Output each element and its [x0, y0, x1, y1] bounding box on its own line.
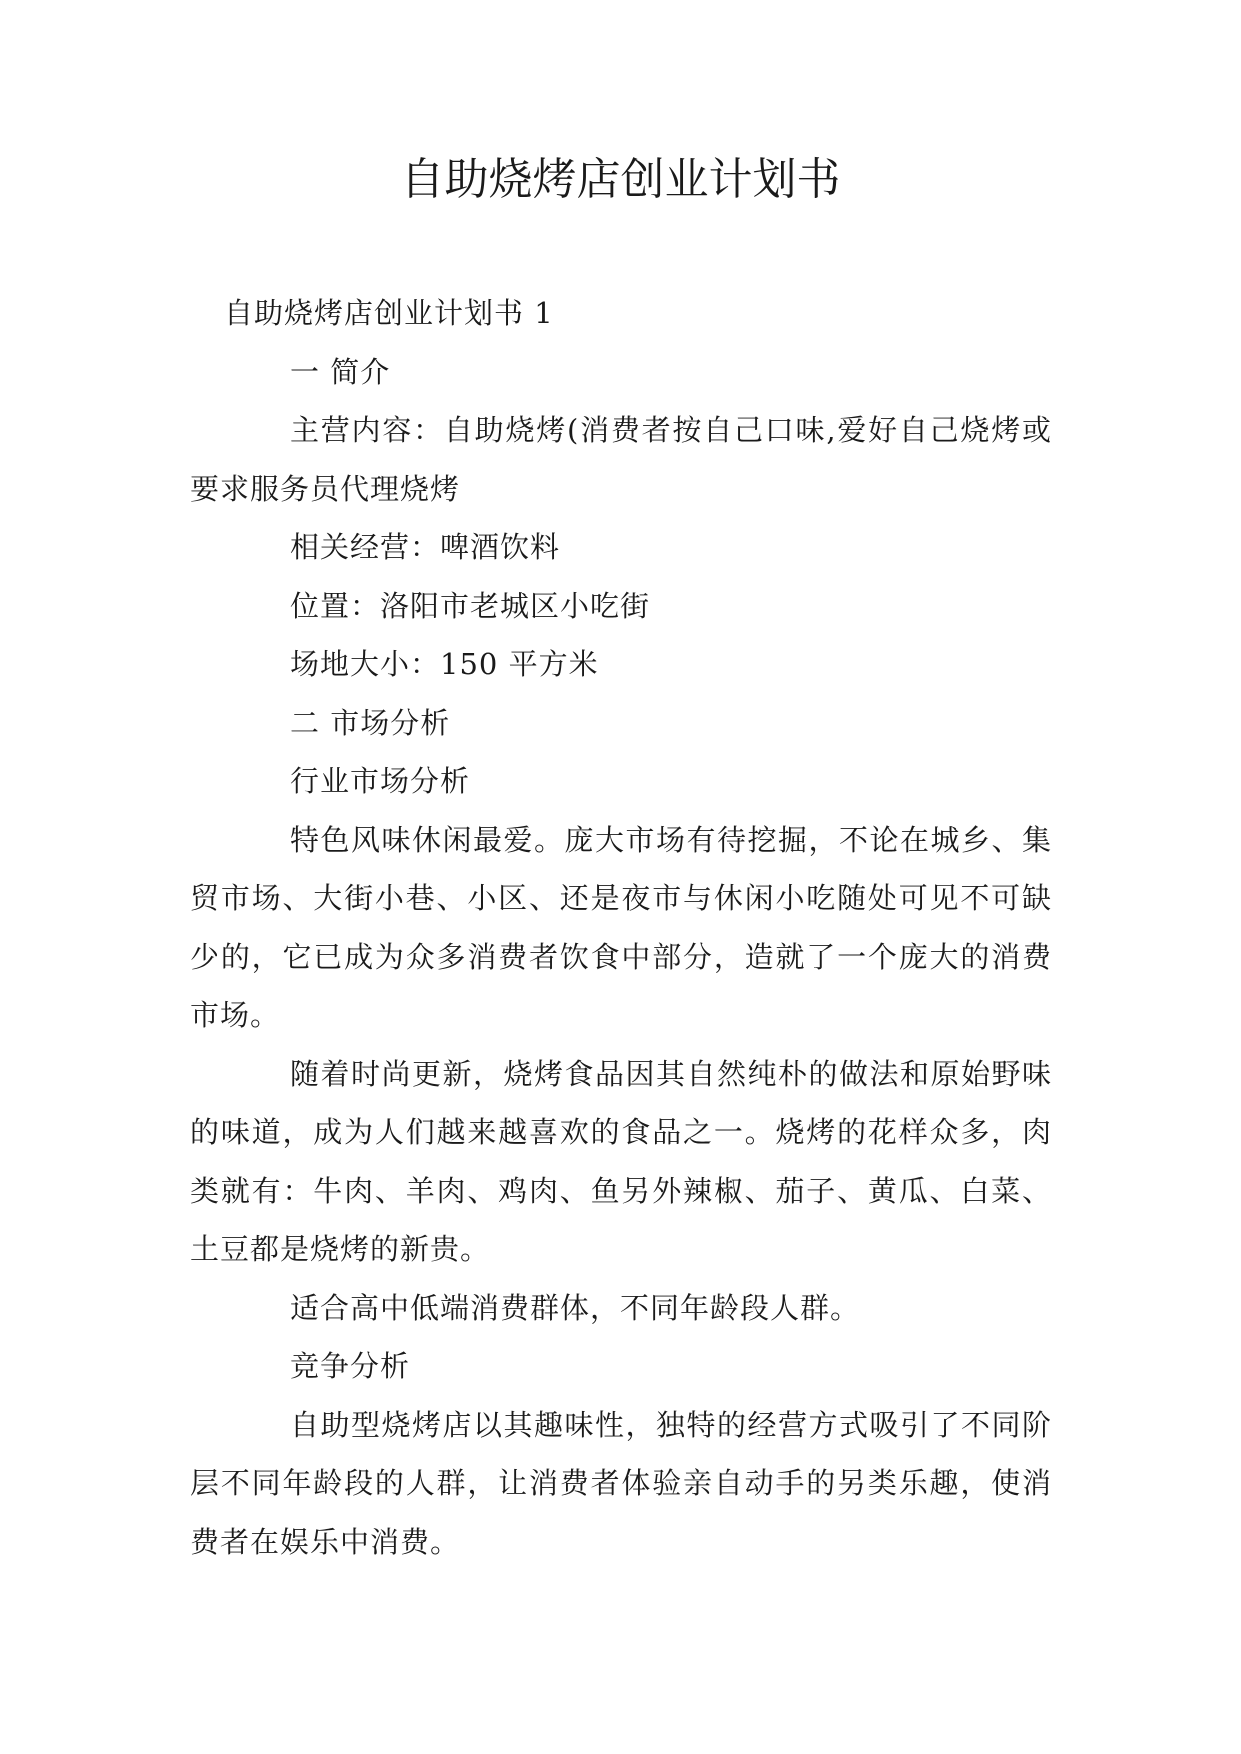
paragraph-location: 位置：洛阳市老城区小吃街 — [290, 588, 651, 623]
paragraph-competition: 自助型烧烤店以其趣味性，独特的经营方式吸引了不同阶层不同年龄段的人群，让消费者体验亲自动手的另类乐趣，使消费者在娱乐中消费。 — [190, 1407, 1052, 1559]
paragraph-related-business: 相关经营：啤酒饮料 — [290, 530, 561, 564]
document-title: 自助烧烤店创业计划书 — [400, 154, 841, 205]
heading-competition-analysis: 竞争分析 — [290, 1349, 411, 1383]
paragraph-target-customers: 适合高中低端消费群体，不同年龄段人群。 — [290, 1290, 861, 1325]
section-subtitle: 自助烧烤店创业计划书 1 — [224, 296, 554, 330]
heading-market-analysis: 二 市场分析 — [290, 705, 451, 740]
paragraph-bbq-trends: 随着时尚更新，烧烤食品因其自然纯朴的做法和原始野味的味道，成为人们越来越喜欢的食品之一。烧烤的花样众多，肉类就有：牛肉、羊肉、鸡肉、鱼另外辣椒、茄子、黄瓜、白菜、土豆都是烧烤的新贵。 — [190, 1056, 1052, 1266]
heading-industry-analysis: 行业市场分析 — [290, 764, 471, 798]
document-body — [190, 284, 1052, 1571]
paragraph-venue-size: 场地大小：150 平方米 — [290, 647, 599, 681]
paragraph-main-business: 主营内容：自助烧烤(消费者按自己口味,爱好自己烧烤或要求服务员代理烧烤 — [190, 413, 1052, 506]
heading-introduction: 一 简介 — [290, 354, 391, 389]
paragraph-industry-market: 特色风味休闲最爱。庞大市场有待挖掘，不论在城乡、集贸市场、大街小巷、小区、还是夜市与休闲小吃随处可见不可缺少的，它已成为众多消费者饮食中部分，造就了一个庞大的消费市场。 — [190, 822, 1052, 1032]
